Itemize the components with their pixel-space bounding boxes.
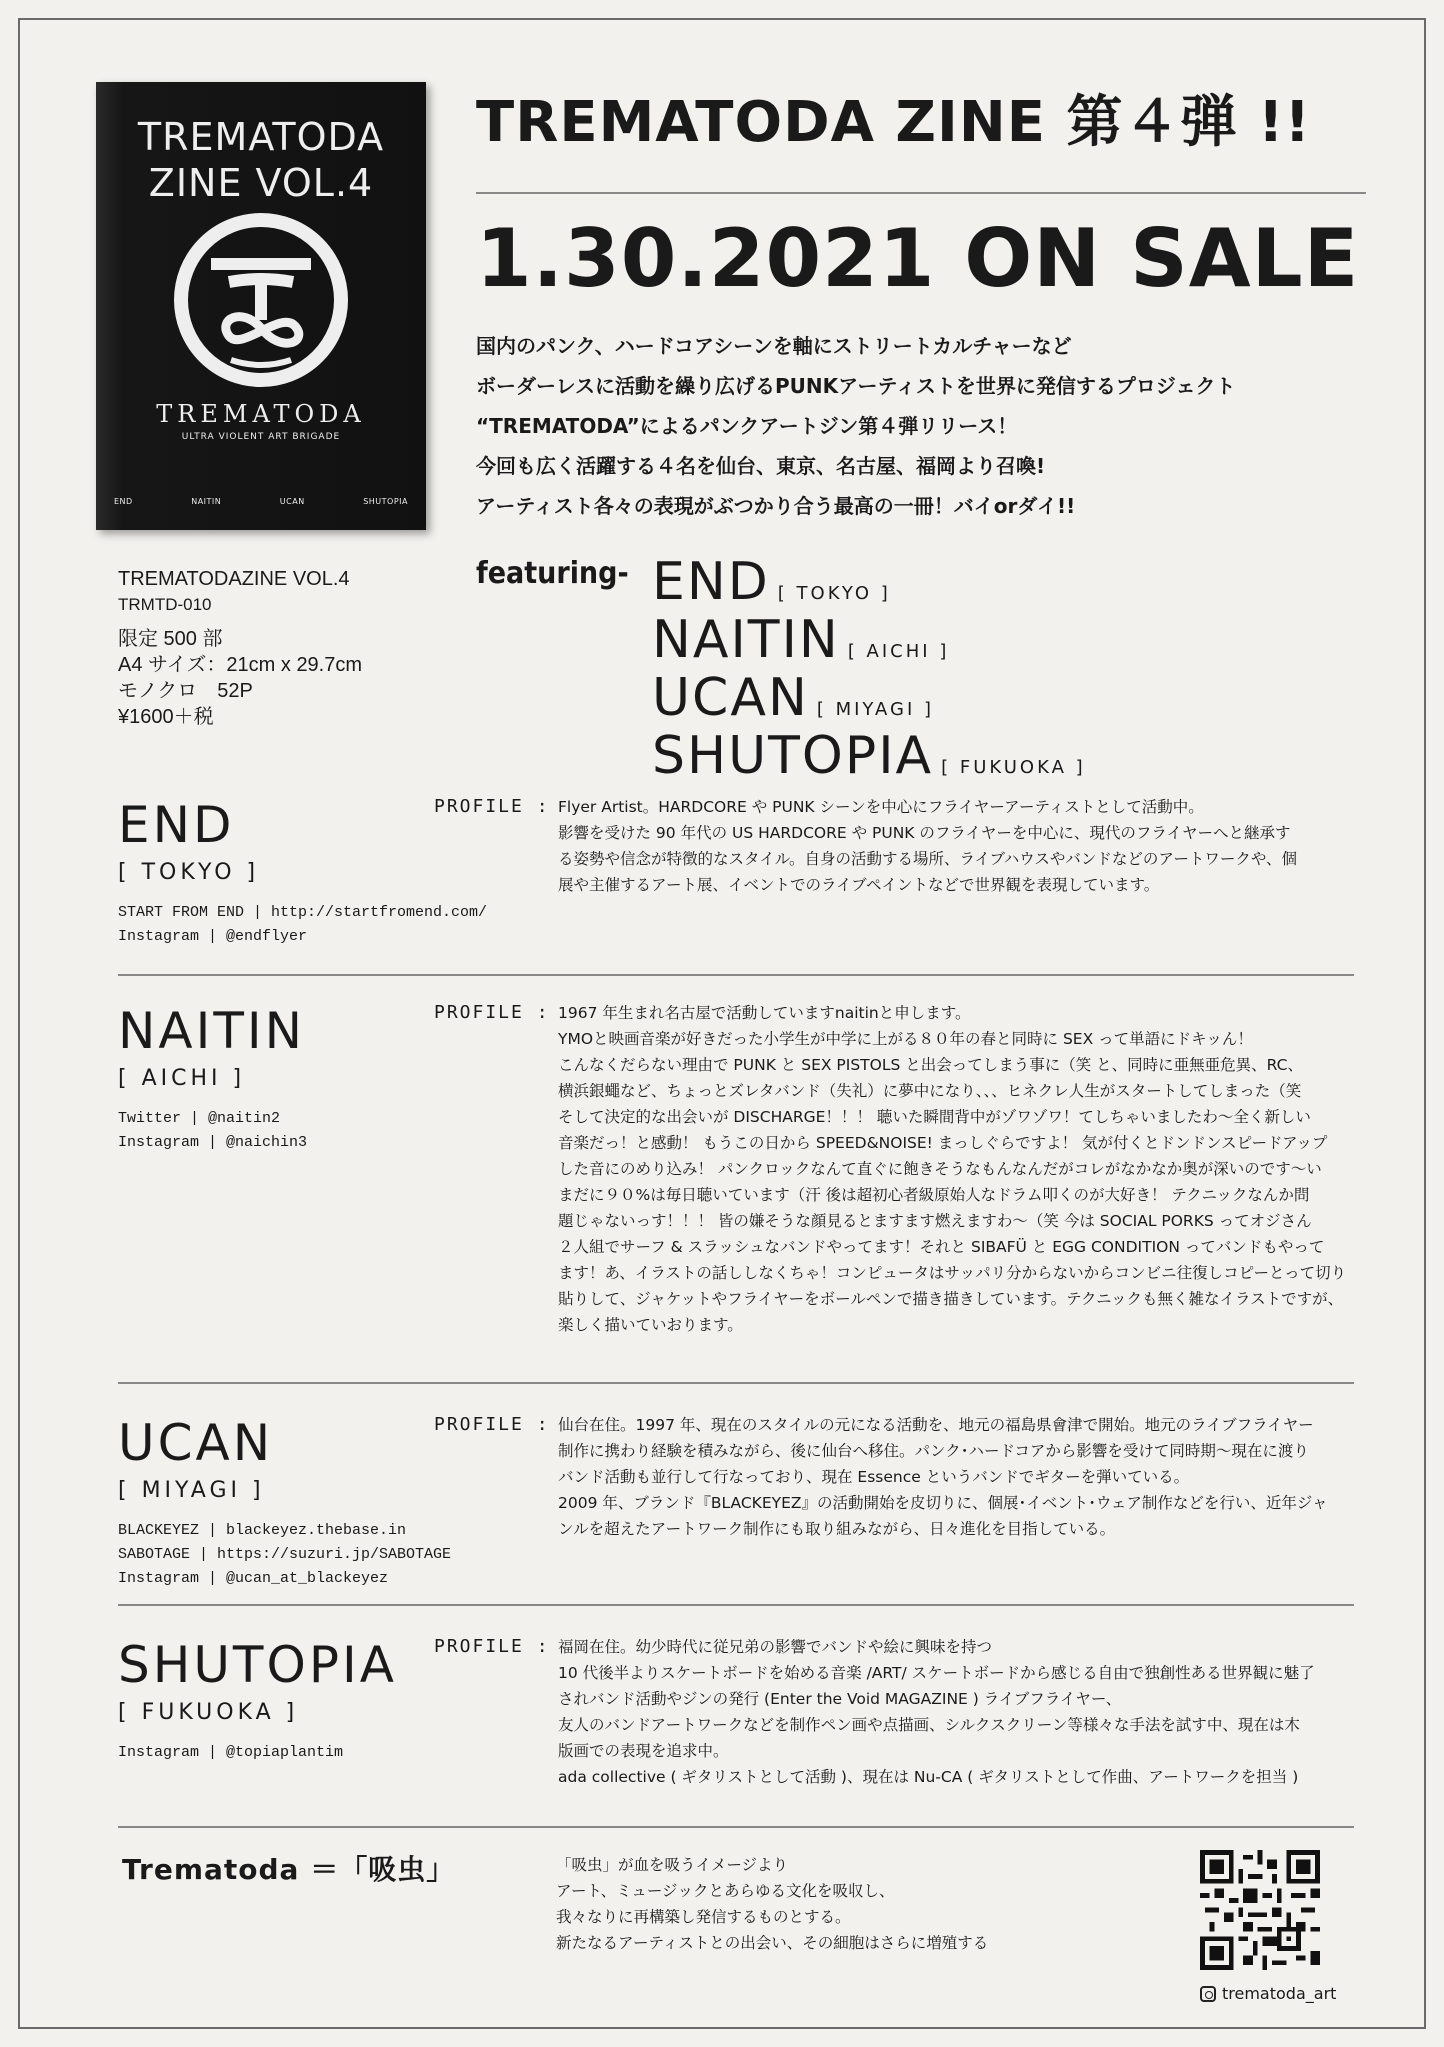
intro-line: アーティスト各々の表現がぶつかり合う最高の一冊！バイorダイ!! (476, 494, 1076, 518)
spec-line: 限定 500 部 (118, 628, 223, 650)
artist-location: [ AICHI ] (118, 1066, 246, 1091)
profile-line: 福岡在住。幼少時代に従兄弟の影響でバンドや絵に興味を持つ (558, 1638, 993, 1656)
featured-artist (652, 610, 1086, 668)
profile-text (558, 794, 1358, 898)
profile-line: ２人組でサーフ & スラッシュなバンドやってます！それと SIBAFÜ と EGG CONDITION ってバンドもやって (558, 1238, 1325, 1256)
spec-name: TREMATODAZINE VOL.4 (118, 568, 350, 590)
featured-artist-name: UCAN (652, 668, 809, 728)
artist-location: [ FUKUOKA ] (118, 1700, 299, 1725)
artist-name: UCAN (118, 1414, 274, 1472)
cover-title (96, 114, 426, 206)
profile-line: されバンド活動やジンの発行 (Enter the Void MAGAZINE ) ライブフライヤー、 (558, 1690, 1122, 1708)
artist-section-end (118, 796, 1354, 949)
featuring-list (652, 552, 1086, 784)
profile-text (558, 1412, 1358, 1542)
instagram-handle[interactable] (1200, 1984, 1336, 2003)
artist-name: END (118, 796, 235, 854)
artist-section-shutopia (118, 1636, 1354, 1786)
profile-label: PROFILE : (434, 1002, 550, 1023)
profile-label: PROFILE : (434, 796, 550, 817)
profile-label: PROFILE : (434, 1414, 550, 1435)
artist-link[interactable]: START FROM END | http://startfromend.com/ (118, 904, 488, 921)
profile-line: ada collective ( ギタリストとして活動 )、現在は Nu-CA ( ギタリストとして作曲、アートワークを担当 ) (558, 1768, 1299, 1786)
divider (118, 974, 1354, 976)
artist-name: SHUTOPIA (118, 1636, 397, 1694)
trematoda-emblem-icon (171, 210, 351, 390)
footer-line: アート、ミュージックとあらゆる文化を吸収し、 (556, 1882, 895, 1900)
artist-link[interactable]: SABOTAGE | https://suzuri.jp/SABOTAGE (118, 1546, 452, 1563)
profile-text (558, 1000, 1358, 1338)
profile-line: 題じゃないっす！！！ 皆の嫌そうな顔見るとますます燃えますわ〜（笑 今は SOCIAL PORKS ってオジさん (558, 1212, 1312, 1230)
page-title: TREMATODA ZINE 第４弾 !! (476, 90, 1312, 155)
profile-line: 貼りして、ジャケットやフライヤーをボールペンで描き描きしています。テクニックも無く雑なイラストですが、 (558, 1290, 1344, 1308)
profile-line: バンド活動も並行して行なっており、現在 Essence というバンドでギターを弾いている。 (558, 1468, 1190, 1486)
cover-subtitle: ULTRA VIOLENT ART BRIGADE (181, 432, 341, 442)
featured-artist (652, 726, 1086, 784)
sale-date: 1.30.2021 ON SALE (476, 212, 1360, 305)
zine-cover-image (96, 82, 426, 530)
artist-link[interactable]: Twitter | @naitin2 (118, 1110, 281, 1127)
profile-line: 影響を受けた 90 年代の US HARDCORE や PUNK のフライヤーを中心に、現代のフライヤーへと継承す (558, 824, 1291, 842)
cover-name: SHUTOPIA (363, 497, 408, 506)
profile-line: Flyer Artist。HARDCORE や PUNK シーンを中心にフライヤーアーティストとして活動中。 (558, 798, 1204, 816)
cover-brand: TREMATODA (156, 400, 366, 428)
profile-line: る姿勢や信念が特徴的なスタイル。自身の活動する場所、ライブハウスやバンドなどのアートワークや、個 (558, 850, 1298, 868)
featured-artist-location: [ MIYAGI ] (816, 699, 935, 720)
footer-line: 「吸虫」が血を吸うイメージより (556, 1856, 789, 1874)
cover-title-line1: TREMATODA (137, 115, 385, 159)
profile-line: ンルを超えたアートワーク制作にも取り組みながら、日々進化を目指している。 (558, 1520, 1116, 1538)
profile-line: 1967 年生まれ名古屋で活動していますnaitinと申します。 (558, 1004, 971, 1022)
profile-line: ます！あ、イラストの話ししなくちゃ！コンピュータはサッパリ分からないからコンビニ往復しコピーとって切り (558, 1264, 1347, 1282)
intro-line: ボーダーレスに活動を繰り広げるPUNKアーティストを世界に発信するプロジェクト (476, 374, 1236, 398)
profile-line: 2009 年、ブランド『BLACKEYEZ』の活動開始を皮切りに、個展･イベント･ウェア制作などを行い、近年ジャ (558, 1494, 1328, 1512)
footer-title: Trematoda ＝「吸虫」 (122, 1853, 456, 1886)
footer-line: 新たなるアーティストとの出会い、その細胞はさらに増殖する (556, 1934, 989, 1952)
profile-line: 版画での表現を追求中。 (558, 1742, 729, 1760)
profile-line: 制作に携わり経験を積みながら、後に仙台へ移住。パンク･ハードコアから影響を受けて同時期〜現在に渡り (558, 1442, 1309, 1460)
spec-line: モノクロ 52P (118, 680, 253, 702)
profile-line: 音楽だっ！と感動！ もうこの日から SPEED&NOISE! まっしぐらですよ！ 気が付くとドンドンスピードアップ (558, 1134, 1328, 1152)
intro-line: 今回も広く活躍する４名を仙台、東京、名古屋、福岡より召喚! (476, 454, 1046, 478)
spec-line: ¥1600＋税 (118, 706, 214, 728)
footer-text (556, 1852, 988, 1956)
profile-line: 楽しく描いていおります。 (558, 1316, 743, 1334)
spec-code: TRMTD-010 (118, 595, 212, 614)
artist-links (118, 901, 1354, 949)
divider (476, 192, 1366, 194)
featured-artist (652, 552, 1086, 610)
profile-line: 友人のバンドアートワークなどを制作ペン画や点描画、シルクスクリーン等様々な手法を試す中、現在は木 (558, 1716, 1300, 1734)
featured-artist-location: [ FUKUOKA ] (941, 757, 1086, 778)
profile-line: こんなくだらない理由で PUNK と SEX PISTOLS と出会ってしまう事に（笑 と、同時に亜無亜危異、RC、 (558, 1056, 1303, 1074)
featured-artist-name: END (652, 552, 770, 612)
profile-line: YMOと映画音楽が好きだった小学生が中学に上がる８０年の春と同時に SEX って単語にドキッん！ (558, 1030, 1253, 1048)
divider (118, 1382, 1354, 1384)
featured-artist-name: SHUTOPIA (652, 726, 934, 786)
cover-name: UCAN (279, 497, 305, 506)
profile-line: そして決定的な出会いが DISCHARGE！！！ 聴いた瞬間背中がゾワゾワ！てしちゃいましたわ〜全く新しい (558, 1108, 1311, 1126)
instagram-handle-text: trematoda_art (1222, 1984, 1337, 2003)
artist-link[interactable]: Instagram | @naichin3 (118, 1134, 308, 1151)
cover-artist-names (114, 497, 408, 506)
qr-code-icon[interactable] (1200, 1850, 1320, 1970)
artist-section-ucan (118, 1414, 1354, 1591)
artist-link[interactable]: Instagram | @endflyer (118, 928, 308, 945)
product-spec (118, 566, 362, 730)
featured-artist-location: [ AICHI ] (847, 641, 950, 662)
profile-line: 仙台在住。1997 年、現在のスタイルの元になる活動を、地元の福島県會津で開始。地元のライブフライヤー (558, 1416, 1314, 1434)
artist-link[interactable]: BLACKEYEZ | blackeyez.thebase.in (118, 1522, 407, 1539)
artist-location: [ MIYAGI ] (118, 1478, 265, 1503)
divider (118, 1604, 1354, 1606)
cover-title-line2: ZINE VOL.4 (148, 161, 374, 205)
spec-line: A4 サイズ：21cm x 29.7cm (118, 654, 363, 676)
artist-link[interactable]: Instagram | @topiaplantim (118, 1744, 344, 1761)
profile-text (558, 1634, 1358, 1790)
intro-line: “TREMATODA”によるパンクアートジン第４弾リリース！ (476, 414, 1018, 438)
profile-line: 10 代後半よりスケートボードを始める音楽 /ART/ スケートボードから感じる自由で独創性ある世界観に魅了 (558, 1664, 1315, 1682)
profile-line: 横浜銀蠅など、ちょっとズレタバンド（失礼）に夢中になり、、、ヒネクレ人生がスタートしてしまった（笑 (558, 1082, 1302, 1100)
featured-artist-name: NAITIN (652, 610, 840, 670)
footer-line: 我々なりに再構築し発信するものとする。 (556, 1908, 851, 1926)
profile-line: 展や主催するアート展、イベントでのライブペイントなどで世界観を表現しています。 (558, 876, 1160, 894)
artist-location: [ TOKYO ] (118, 860, 260, 885)
featured-artist (652, 668, 1086, 726)
artist-section-naitin (118, 1002, 1354, 1334)
profile-line: した音にのめり込み！ パンクロックなんて直ぐに飽きそうなもんなんだがコレがなかなか奥が深いのです〜い (558, 1160, 1322, 1178)
cover-name: END (114, 497, 133, 506)
artist-name: NAITIN (118, 1002, 306, 1060)
featured-artist-location: [ TOKYO ] (777, 583, 891, 604)
intro-line: 国内のパンク、ハードコアシーンを軸にストリートカルチャーなど (476, 334, 1072, 358)
profile-label: PROFILE : (434, 1636, 550, 1657)
artist-link[interactable]: Instagram | @ucan_at_blackeyez (118, 1570, 389, 1587)
profile-line: まだに９０%は毎日聴いています（汗 後は超初心者級原始人なドラム叩くのが大好き！ テクニックなんか問 (558, 1186, 1310, 1204)
instagram-icon (1200, 1986, 1216, 2002)
intro-text (476, 326, 1236, 526)
divider (118, 1826, 1354, 1828)
featuring-label: featuring- (476, 556, 629, 591)
cover-name: NAITIN (191, 497, 222, 506)
